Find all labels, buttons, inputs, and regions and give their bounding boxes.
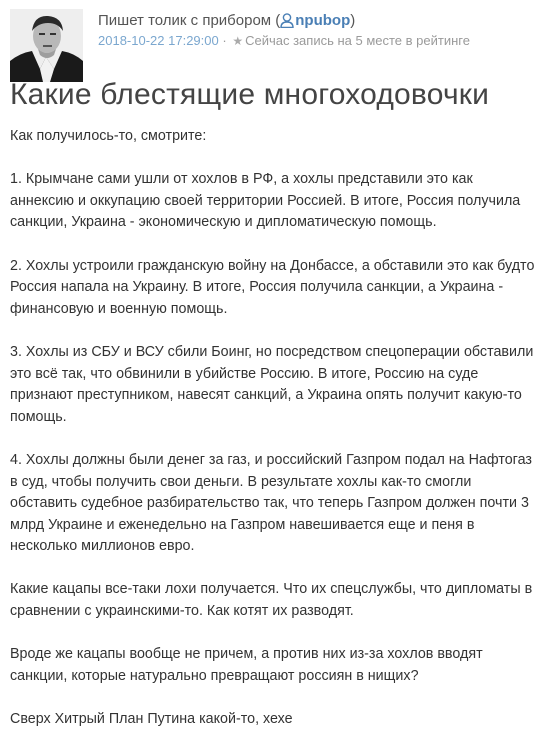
star-icon: ★ bbox=[232, 34, 244, 48]
post-paragraph: 1. Крымчане сами ушли от хохлов в РФ, а хохлы представили это как аннексию и оккупацию своей территории Россией. В итоге, Россия получила санкции, Украина - экономическую и дипломатическую помощь. bbox=[10, 171, 521, 231]
post-paragraph: Сверх Хитрый План Путина какой-то, хехе bbox=[10, 711, 293, 728]
post-date: 2018-10-22 bbox=[98, 33, 165, 48]
avatar-photo-icon bbox=[10, 9, 83, 82]
author-handle: npubop bbox=[295, 12, 351, 29]
user-icon bbox=[280, 13, 294, 28]
rank-text[interactable]: Сейчас запись на 5 месте в рейтинге bbox=[245, 33, 470, 48]
meta-separator: · bbox=[222, 33, 227, 48]
post-paragraph: Какие кацапы все-таки лохи получается. Что их спецслужбы, что дипломаты в сравнении с украинскими-то. Как котят их разводят. bbox=[10, 581, 533, 620]
author-suffix: ) bbox=[350, 12, 356, 29]
author-profile-link[interactable] bbox=[280, 12, 350, 29]
post-time: 17:29:00 bbox=[168, 33, 219, 48]
post-date-link[interactable] bbox=[98, 33, 219, 48]
post-paragraph: 3. Хохлы из СБУ и ВСУ сбили Боинг, но посредством спецоперации обставили это всё так, что обвинили в убийстве Россию. В итоге, Россию на суде признают преступником, навесят санкций, а Украина опять получит какую-то помощь. bbox=[10, 343, 534, 425]
post-paragraph: 2. Хохлы устроили гражданскую войну на Донбассе, а обставили это как будто Россия напала на Украину. В итоге, Россия получила санкции, а Украина - финансовую и военную помощь. bbox=[10, 257, 535, 317]
post-paragraph: 4. Хохлы должны были денег за газ, и российский Газпром подал на Нафтогаз в суд, чтобы получить свои деньги. В результате хохлы как-то смогли обставить судебное разбирательство так, что теперь Газпром должен почти 3 млрд Украине и еженедельно на Газпром навешивается еще и пеня в несколько миллионов евро. bbox=[10, 451, 532, 555]
post-paragraph: Как получилось-то, смотрите: bbox=[10, 128, 207, 144]
author-prefix: Пишет толик с прибором ( bbox=[98, 12, 281, 29]
post-paragraph: Вроде же кацапы вообще не причем, а против них из-за хохлов вводят санкции, которые натурально превращают россиян в нищих? bbox=[10, 646, 483, 684]
post-body bbox=[10, 126, 538, 752]
author-line bbox=[98, 12, 355, 29]
post-title: Какие блестящие многоходовочки bbox=[10, 78, 490, 111]
avatar[interactable] bbox=[10, 9, 83, 82]
post-meta bbox=[98, 33, 470, 48]
